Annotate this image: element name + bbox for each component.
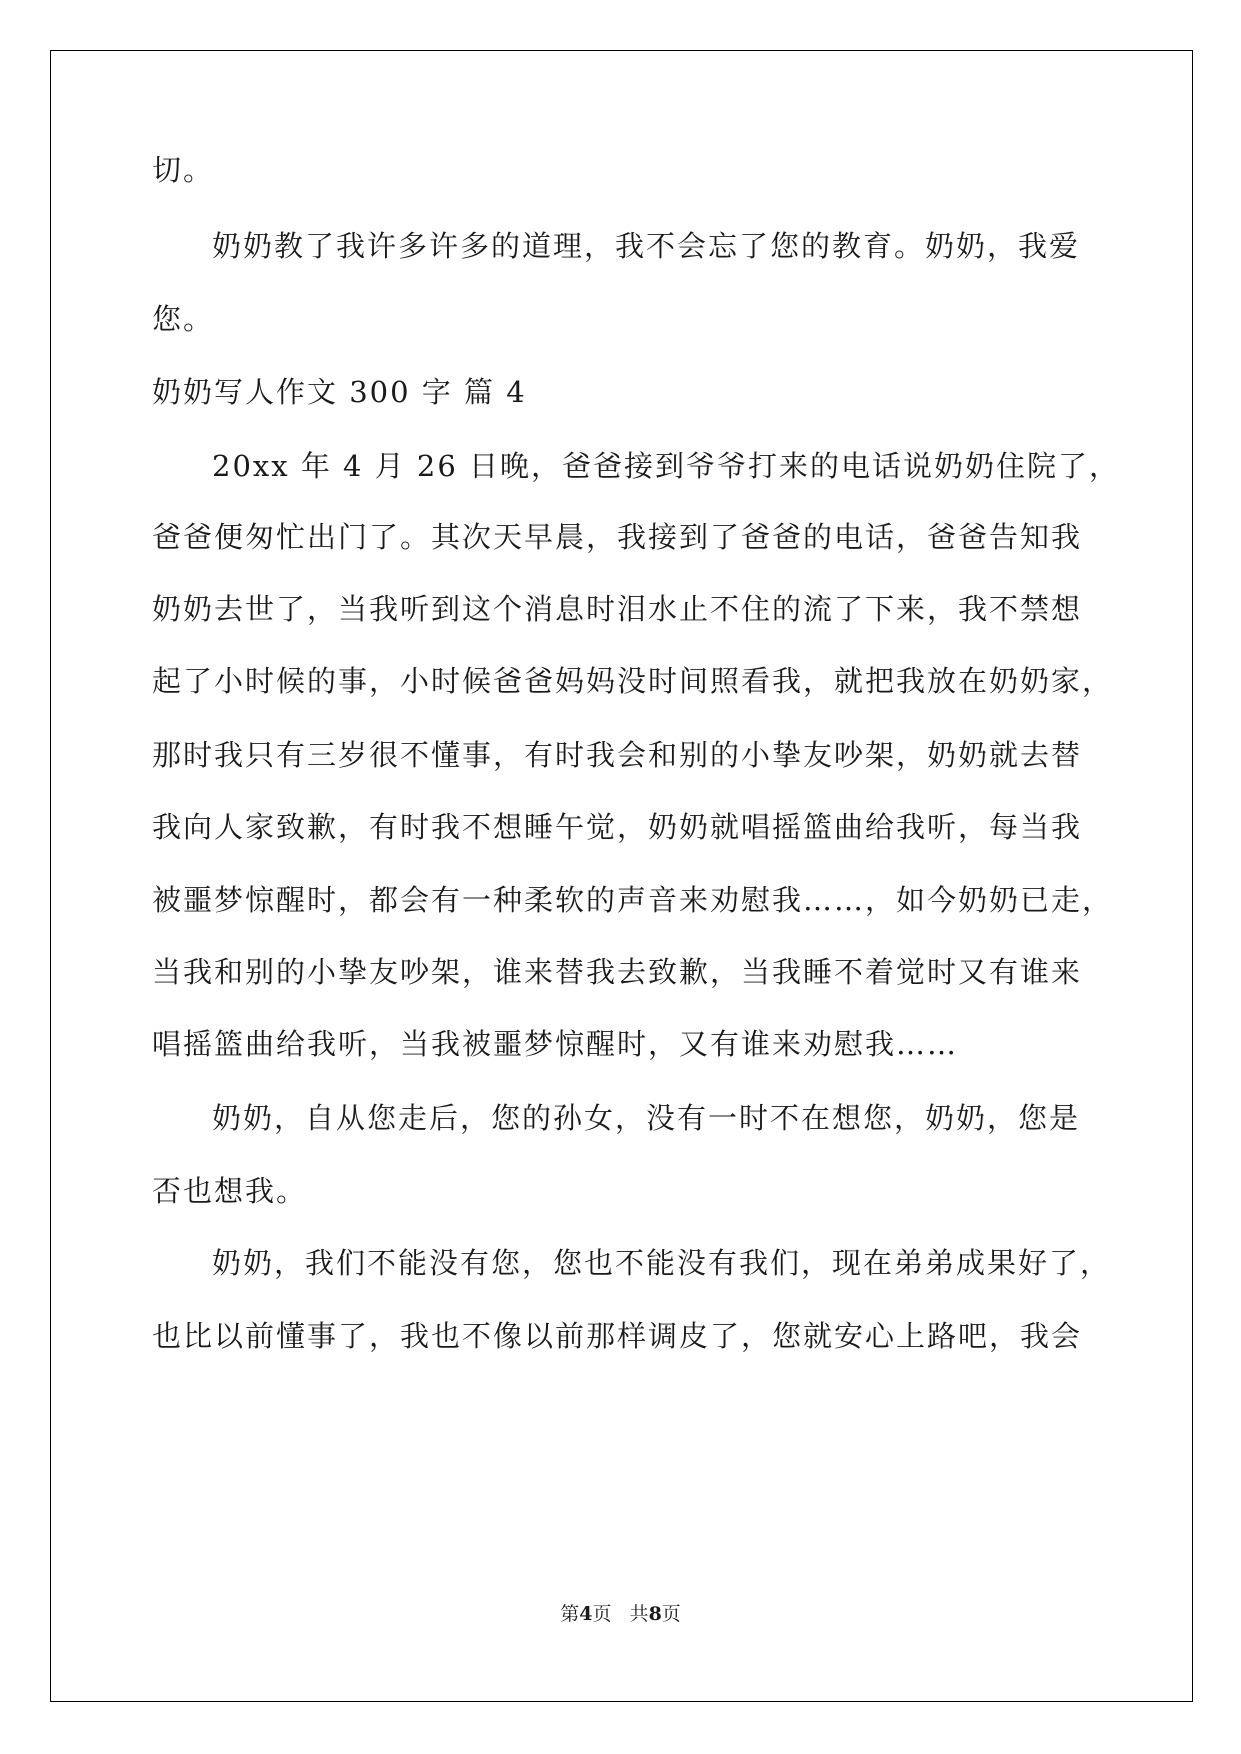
paragraph-line: 否也想我。 xyxy=(152,1174,308,1208)
current-page-number: 4 xyxy=(579,1603,593,1625)
paragraph-line: 您。 xyxy=(152,302,215,336)
paragraph-line: 奶奶，我们不能没有您，您也不能没有我们，现在弟弟成果好了， xyxy=(212,1246,1112,1280)
paragraph-line: 20xx 年 4 月 26 日晚，爸爸接到爷爷打来的电话说奶奶住院了， xyxy=(212,449,1121,483)
paragraph-line: 我向人家致歉，有时我不想睡午觉，奶奶就唱摇篮曲给我听，每当我 xyxy=(152,810,1083,844)
paragraph-line: 也比以前懂事了，我也不像以前那样调皮了，您就安心上路吧，我会 xyxy=(152,1319,1083,1353)
paragraph-line: 切。 xyxy=(152,153,215,187)
paragraph-line: 唱摇篮曲给我听，当我被噩梦惊醒时，又有谁来劝慰我…… xyxy=(152,1027,959,1061)
paragraph-line: 爸爸便匆忙出门了。其次天早晨，我接到了爸爸的电话，爸爸告知我 xyxy=(152,520,1083,554)
page-number-footer xyxy=(0,1602,1241,1626)
paragraph-line: 奶奶，自从您走后，您的孙女，没有一时不在想您，奶奶，您是 xyxy=(212,1101,1081,1135)
page-suffix: 页 xyxy=(661,1603,681,1625)
paragraph-line: 那时我只有三岁很不懂事，有时我会和别的小挚友吵架，奶奶就去替 xyxy=(152,738,1083,772)
paragraph-line: 当我和别的小挚友吵架，谁来替我去致歉，当我睡不着觉时又有谁来 xyxy=(152,955,1083,989)
page-border xyxy=(50,50,1193,1702)
paragraph-line: 奶奶教了我许多许多的道理，我不会忘了您的教育。奶奶，我爱 xyxy=(212,229,1081,263)
page-prefix: 第 xyxy=(560,1603,580,1625)
paragraph-line: 奶奶去世了，当我听到这个消息时泪水止不住的流了下来，我不禁想 xyxy=(152,592,1083,626)
paragraph-line: 起了小时候的事，小时候爸爸妈妈没时间照看我，就把我放在奶奶家， xyxy=(152,664,1114,698)
total-page-number: 8 xyxy=(648,1603,662,1625)
page-mid: 页 共 xyxy=(592,1603,649,1625)
paragraph-line: 被噩梦惊醒时，都会有一种柔软的声音来劝慰我……，如今奶奶已走， xyxy=(152,883,1114,917)
section-heading: 奶奶写人作文 300 字 篇 4 xyxy=(152,375,527,409)
